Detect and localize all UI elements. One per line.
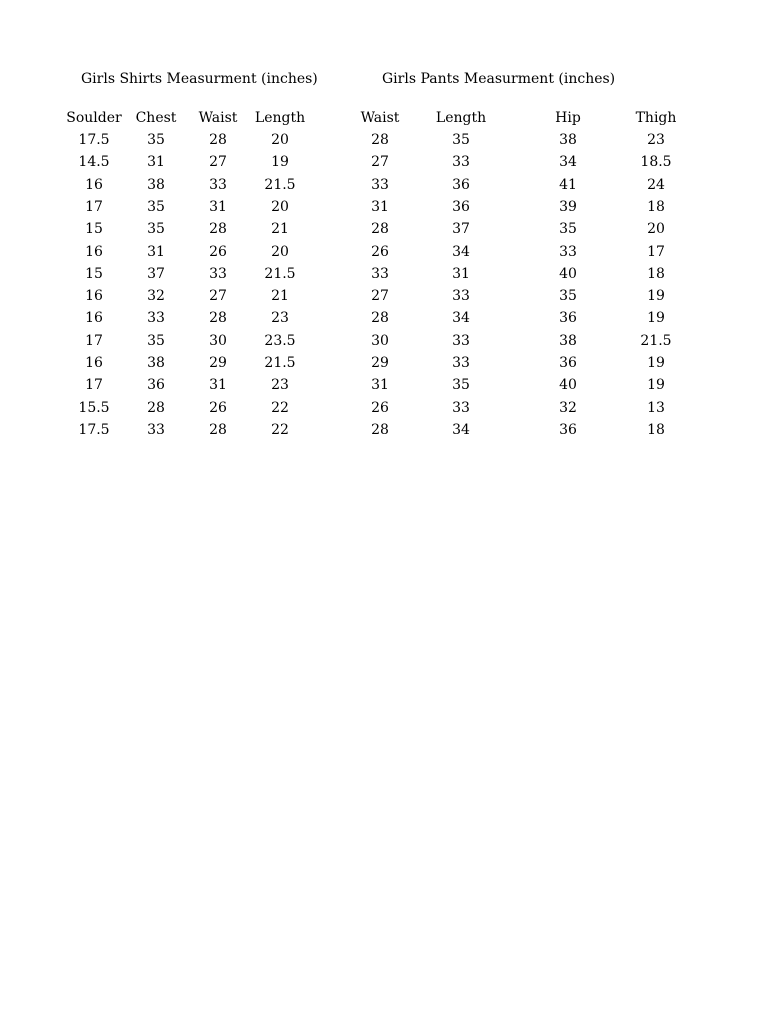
pants-table-cell: 36 [559,421,577,438]
shirts-table-cell: 28 [209,421,227,438]
shirts-table-cell: 33 [209,265,227,282]
shirts-table-cell: 35 [147,132,165,148]
shirts-table-cell: 23 [271,310,289,327]
pants-table-cell: 26 [371,399,389,416]
pants-table-cell: 18 [647,421,665,438]
shirts-table-cell: 32 [147,288,165,305]
pants-table-cell: 28 [371,310,389,327]
shirts-column-header: Chest [135,110,177,126]
pants-table-cell: 19 [647,310,665,327]
pants-table-cell: 33 [452,355,470,371]
shirts-table-title: Girls Shirts Measurment (inches) [81,71,318,87]
shirts-table-cell: 33 [147,310,165,327]
pants-table-cell: 28 [371,221,389,238]
pants-table-cell: 33 [452,288,470,305]
shirts-table-cell: 19 [271,154,289,171]
shirts-table-cell: 21.5 [264,355,296,371]
pants-table-cell: 41 [559,176,577,193]
pants-table-cell: 34 [559,154,577,171]
shirts-table-cell: 22 [271,421,289,438]
shirts-table-cell: 35 [147,332,165,349]
shirts-table-cell: 23.5 [264,332,296,349]
shirts-table-cell: 28 [209,310,227,327]
shirts-table-cell: 31 [209,377,227,394]
pants-table-cell: 37 [452,221,470,238]
pants-table-cell: 17 [647,243,665,260]
pants-table-cell: 31 [371,377,389,394]
shirts-table-cell: 30 [209,332,227,349]
pants-table-cell: 34 [452,243,470,260]
shirts-table-cell: 21 [271,288,289,305]
shirts-column-header: Waist [198,110,238,126]
pants-table-cell: 20 [647,221,665,238]
pants-table-cell: 33 [452,332,470,349]
shirts-table-cell: 15.5 [78,399,110,416]
shirts-table-cell: 31 [147,243,165,260]
pants-table-cell: 33 [452,399,470,416]
pants-column-header: Length [435,110,487,126]
shirts-table-cell: 16 [85,310,103,327]
pants-table-title: Girls Pants Measurment (inches) [382,71,616,87]
pants-table-cell: 35 [559,221,577,238]
shirts-table-cell: 38 [147,355,165,371]
shirts-table-cell: 28 [147,399,165,416]
shirts-table-cell: 16 [85,288,103,305]
shirts-table-cell: 17 [85,198,103,215]
pants-table-cell: 28 [371,421,389,438]
shirts-table-cell: 27 [209,288,227,305]
shirts-table-cell: 20 [271,198,289,215]
pants-table-cell: 29 [371,355,389,371]
shirts-table-cell: 20 [271,243,289,260]
pants-table-cell: 31 [452,265,470,282]
shirts-table-cell: 22 [271,399,289,416]
pants-table-cell: 28 [371,132,389,148]
pants-table-cell: 21.5 [640,332,672,349]
pants-table-cell: 13 [647,399,665,416]
pants-table-cell: 40 [559,265,577,282]
pants-table-cell: 39 [559,198,577,215]
shirts-column-header: Soulder [66,110,122,126]
pants-table-cell: 30 [371,332,389,349]
pants-table-cell: 18.5 [640,154,672,171]
shirts-table-cell: 21.5 [264,265,296,282]
shirts-table-cell: 17.5 [78,421,110,438]
shirts-table-cell: 17 [85,332,103,349]
shirts-table-cell: 33 [147,421,165,438]
shirts-table-cell: 36 [147,377,165,394]
shirts-table-cell: 23 [271,377,289,394]
shirts-table-cell: 21.5 [264,176,296,193]
pants-table-cell: 27 [371,288,389,305]
pants-table-cell: 19 [647,288,665,305]
shirts-table-cell: 15 [85,221,103,238]
pants-table-cell: 33 [371,265,389,282]
shirts-table-cell: 20 [271,132,289,148]
shirts-table-cell: 26 [209,399,227,416]
pants-table-cell: 26 [371,243,389,260]
pants-table-cell: 24 [647,176,665,193]
shirts-table-cell: 35 [147,221,165,238]
pants-column-header: Thigh [635,110,677,126]
shirts-table-cell: 16 [85,176,103,193]
shirts-table-cell: 21 [271,221,289,238]
shirts-table-cell: 35 [147,198,165,215]
pants-table-cell: 19 [647,377,665,394]
shirts-table-cell: 27 [209,154,227,171]
pants-table-cell: 34 [452,421,470,438]
pants-table-cell: 34 [452,310,470,327]
shirts-table-cell: 31 [147,154,165,171]
pants-table-cell: 33 [371,176,389,193]
shirts-table-cell: 17 [85,377,103,394]
pants-table-cell: 33 [559,243,577,260]
shirts-table-cell: 33 [209,176,227,193]
pants-table-cell: 32 [559,399,577,416]
pants-table-cell: 38 [559,332,577,349]
shirts-column-header: Length [254,110,306,126]
pants-column-header: Waist [360,110,400,126]
pants-table-cell: 18 [647,198,665,215]
pants-table-cell: 38 [559,132,577,148]
shirts-table-cell: 14.5 [78,154,110,171]
shirts-table-cell: 37 [147,265,165,282]
pants-table-cell: 31 [371,198,389,215]
shirts-table-cell: 38 [147,176,165,193]
pants-table-cell: 36 [559,355,577,371]
pants-table-cell: 27 [371,154,389,171]
shirts-table-cell: 31 [209,198,227,215]
shirts-table-cell: 15 [85,265,103,282]
pants-column-header: Hip [555,110,581,126]
pants-table-cell: 36 [559,310,577,327]
shirts-table-cell: 16 [85,355,103,371]
pants-table-cell: 40 [559,377,577,394]
shirts-table-cell: 28 [209,132,227,148]
pants-table-cell: 23 [647,132,665,148]
pants-table-cell: 35 [452,132,470,148]
shirts-table-cell: 28 [209,221,227,238]
pants-table-cell: 36 [452,176,470,193]
shirts-table-cell: 16 [85,243,103,260]
pants-table-cell: 19 [647,355,665,371]
shirts-table-cell: 29 [209,355,227,371]
pants-table-cell: 35 [452,377,470,394]
pants-table-cell: 36 [452,198,470,215]
shirts-table-cell: 17.5 [78,132,110,148]
pants-table-cell: 33 [452,154,470,171]
shirts-table-cell: 26 [209,243,227,260]
pants-table-cell: 18 [647,265,665,282]
pants-table-cell: 35 [559,288,577,305]
